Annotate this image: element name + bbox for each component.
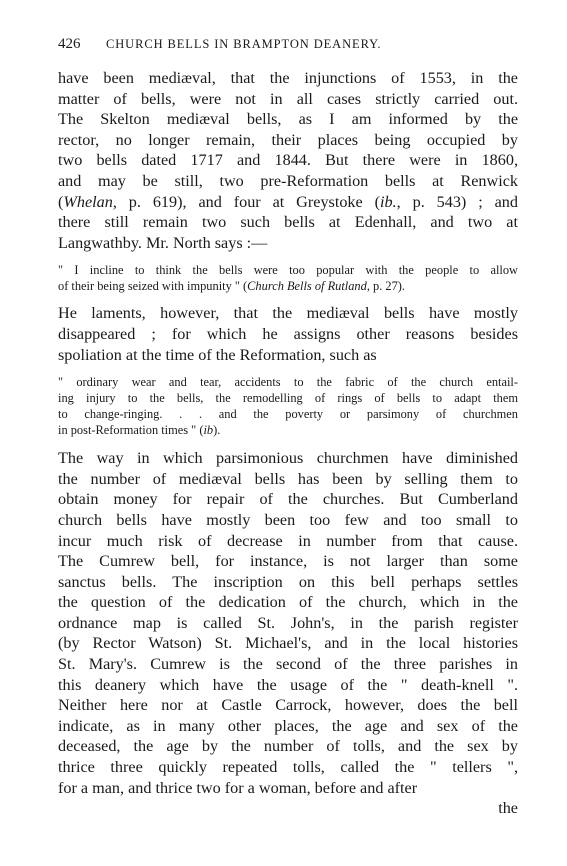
paragraph3-line: indicate, as in many other places, the age and sex of the — [58, 716, 518, 735]
paragraph3-line: sanctus bells. The inscription on this bell perhaps settles — [58, 572, 518, 591]
paragraph3-line: The Cumrew bell, for instance, is not larger than some — [58, 552, 518, 571]
paragraph-2 — [58, 303, 518, 365]
running-head — [58, 36, 518, 58]
quote2-line: " ordinary wear and tear, accidents to the fabric of the church entail- — [58, 375, 518, 390]
paragraph3-line: (by Rector Watson) St. Michael's, and in the local histories — [58, 634, 518, 653]
quote1-line: of their being seized with impunity " (Church Bells of Rutland, p. 27). — [58, 279, 406, 294]
catchword-container — [58, 798, 518, 819]
paragraph2-line: spoliation at the time of the Reformation, such as — [58, 345, 377, 364]
page — [58, 36, 518, 819]
paragraph1-line: and may be still, two pre-Reformation bells at Renwick — [58, 171, 518, 190]
paragraph1-line: two bells dated 1717 and 1844. But there were in 1860, — [58, 151, 518, 170]
paragraph-3 — [58, 448, 518, 798]
paragraph2-line: disappeared ; for which he assigns other reasons besides — [58, 324, 518, 343]
italic-text: Whelan — [63, 192, 113, 211]
italic-text: ib — [203, 423, 214, 438]
page-number: 426 — [58, 36, 81, 52]
paragraph3-line: this deanery which have the usage of the " death-knell ". — [58, 675, 518, 694]
running-title: CHURCH BELLS IN BRAMPTON DEANERY. — [106, 37, 382, 51]
paragraph3-line: incur much risk of decrease in number from that cause. — [58, 531, 518, 550]
paragraph3-line: the question of the dedication of the church, which in the — [58, 593, 518, 612]
paragraph3-line: St. Mary's. Cumrew is the second of the three parishes in — [58, 655, 518, 674]
paragraph-1 — [58, 68, 518, 253]
paragraph2-line: He laments, however, that the mediæval bells have mostly — [58, 304, 518, 323]
quote1-line: " I incline to think the bells were too popular with the people to allow — [58, 263, 518, 278]
paragraph3-line: church bells have mostly been too few and too small to — [58, 510, 518, 529]
quote2-line: ing injury to the bells, the remodelling of rings of bells to adapt them — [58, 391, 518, 406]
paragraph1-line: there still remain two such bells at Edenhall, and two at — [58, 213, 518, 232]
quote2-line: to change-ringing. . . and the poverty or parsimony of churchmen — [58, 407, 518, 422]
paragraph3-line: thrice three quickly repeated tolls, called the " tellers ", — [58, 758, 518, 777]
paragraph1-line: The Skelton mediæval bells, as I am informed by the — [58, 110, 518, 129]
italic-text: Church Bells of Rutland — [247, 279, 367, 294]
paragraph3-line: for a man, and thrice two for a woman, before and after — [58, 778, 418, 797]
paragraph1-line: (Whelan, p. 619), and four at Greystoke (ib., p. 543) ; and — [58, 192, 518, 211]
paragraph3-line: deceased, the age by the number of tolls, and the sex by — [58, 737, 518, 756]
paragraph1-line: Langwathby. Mr. North says :— — [58, 233, 268, 252]
paragraph3-line: the number of mediæval bells has been by selling them to — [58, 469, 518, 488]
block-quote-1 — [58, 262, 518, 294]
block-quote-2 — [58, 374, 518, 438]
catchword: the — [498, 799, 518, 818]
paragraph3-line: obtain money for repair of the churches. But Cumberland — [58, 490, 518, 509]
paragraph3-line: Neither here nor at Castle Carrock, however, does the bell — [58, 696, 518, 715]
paragraph1-line: rector, no longer remain, their places being occupied by — [58, 130, 518, 149]
paragraph1-line: have been mediæval, that the injunctions of 1553, in the — [58, 69, 518, 87]
quote2-line: in post-Reformation times " (ib). — [58, 423, 221, 438]
italic-text: ib. — [380, 192, 397, 211]
paragraph3-line: ordnance map is called St. John's, in the parish register — [58, 613, 518, 632]
paragraph1-line: matter of bells, were not in all cases strictly carried out. — [58, 89, 518, 108]
paragraph3-line: The way in which parsimonious churchmen have diminished — [58, 449, 518, 468]
